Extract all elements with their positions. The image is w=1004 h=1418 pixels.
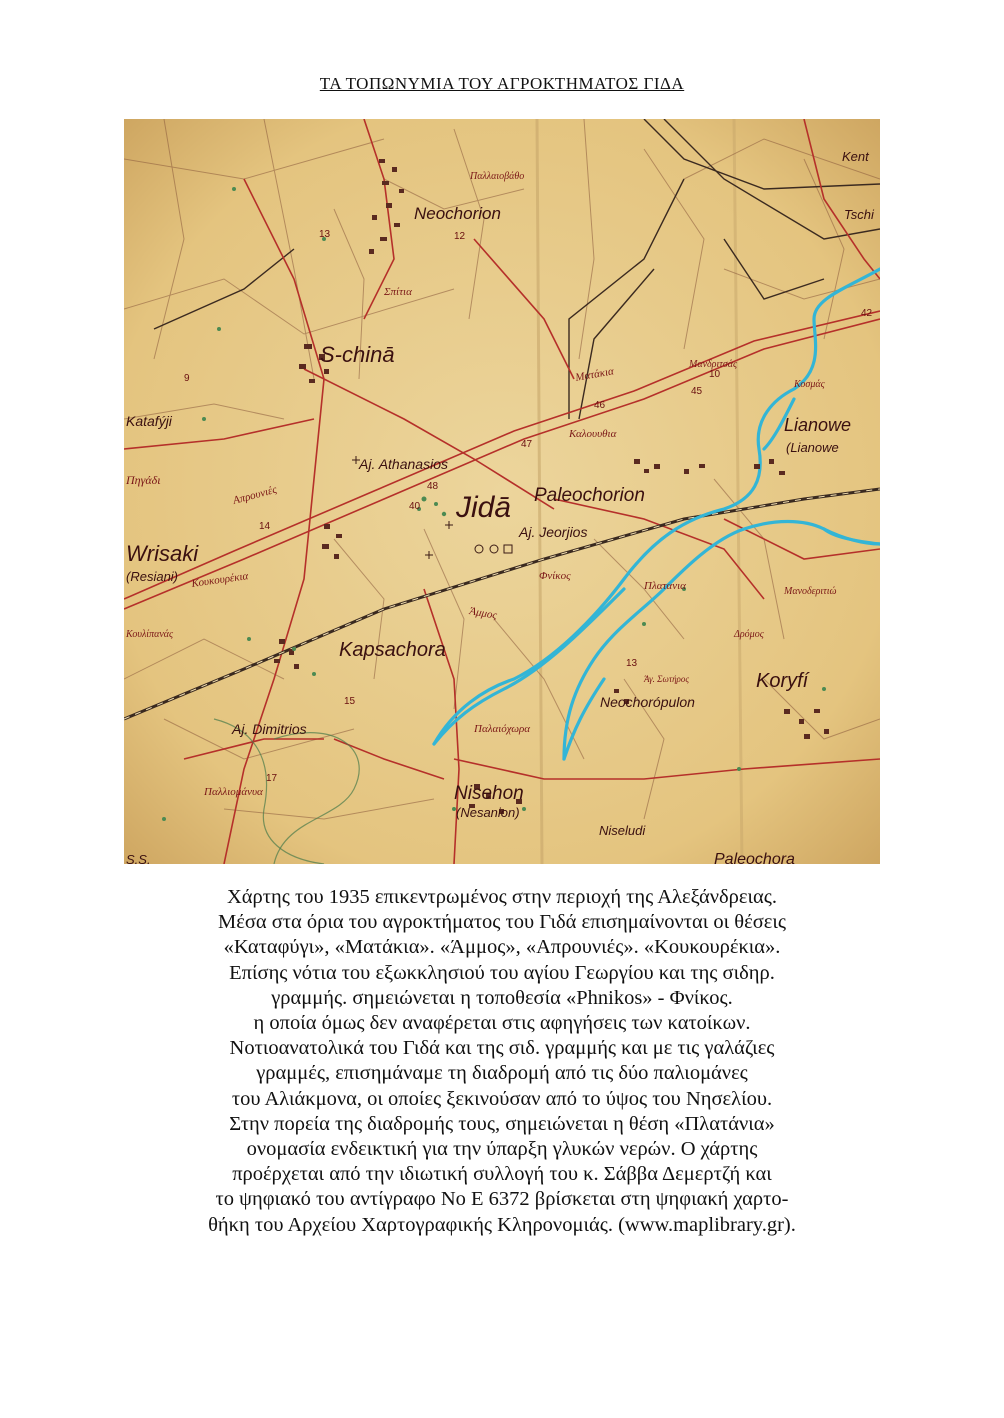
label-matakia: Ματάκια bbox=[574, 365, 615, 384]
map-caption bbox=[60, 885, 944, 1238]
page-title: ΤΑ ΤΟΠΩΝΥΜΙΑ ΤΟΥ ΑΓΡΟΚΤΗΜΑΤΟΣ ΓΙΔΑ bbox=[319, 74, 685, 93]
label-niseludi: Niseludi bbox=[599, 823, 646, 838]
label-kent: Kent bbox=[842, 149, 869, 164]
caption-line: γραμμές, επισημάναμε τη διαδρομή από τις δύο παλιομάνες bbox=[256, 1062, 748, 1085]
caption-line: Στην πορεία της διαδρομής τους, σημειώνεται η θέση «Πλατάνια» bbox=[229, 1112, 775, 1135]
label-lianowerion: Lianowe bbox=[784, 415, 852, 435]
label-pigadi: Πηγάδι bbox=[126, 473, 161, 487]
svg-text:13: 13 bbox=[319, 229, 331, 240]
svg-text:40: 40 bbox=[409, 501, 421, 512]
historical-map bbox=[124, 119, 880, 864]
label-kosmas: Κοσμάς bbox=[794, 379, 825, 390]
svg-text:12: 12 bbox=[454, 231, 466, 242]
caption-line: Χάρτης του 1935 επικεντρωμένος στην περιοχή της Αλεξάνδρειας. bbox=[227, 886, 777, 908]
label-ss: S.S. bbox=[126, 852, 151, 864]
label-koukoureka: Κουκουρέκια bbox=[190, 570, 249, 590]
svg-text:48: 48 bbox=[427, 481, 439, 492]
label-dromos: Δρόμος bbox=[734, 629, 764, 640]
svg-text:9: 9 bbox=[184, 373, 190, 384]
caption-line: Επίσης νότια του εξωκκλησιού του αγίου Γεωργίου και της σιδηρ. bbox=[229, 961, 775, 984]
label-nesanion: (Nesanion) bbox=[456, 805, 520, 820]
svg-text:13: 13 bbox=[626, 658, 638, 669]
label-kolousidia: Καλουυθια bbox=[569, 428, 617, 440]
label-aj-athanasios: Aj. Athanasios bbox=[359, 456, 448, 472]
svg-text:45: 45 bbox=[691, 386, 703, 397]
svg-text:14: 14 bbox=[259, 521, 271, 532]
caption-line: προέρχεται από την ιδιωτική συλλογή του κ. Σάββα Δεμερτζή και bbox=[232, 1163, 772, 1186]
label-ag-sotiros: Άγ. Σωτήρος bbox=[644, 674, 689, 684]
label-neochoropulon: Neochorópulon bbox=[600, 694, 695, 710]
label-paleochora: Paleochora bbox=[714, 851, 795, 864]
caption-line: Νοτιοανατολικά του Γιδά και της σιδ. γραμμής και με τις γαλάζιες bbox=[229, 1037, 775, 1060]
caption-line: «Καταφύγι», «Ματάκια». «Άμμος», «Απρουνιές». «Κουκουρέκια». bbox=[223, 936, 781, 959]
svg-text:46: 46 bbox=[594, 400, 606, 411]
caption-line: το ψηφιακό του αντίγραφο Νο Ε 6372 βρίσκεται στη ψηφιακή χαρτο- bbox=[215, 1188, 789, 1211]
label-lianowerion-sub: (Lianowe bbox=[786, 440, 839, 455]
label-fnikos: Φνίκος bbox=[539, 570, 571, 582]
svg-text:17: 17 bbox=[266, 773, 278, 784]
map-canvas bbox=[124, 119, 880, 864]
label-mandritsia: Μανδριτσάς bbox=[689, 359, 738, 370]
caption-line: γραμμής. σημειώνεται η τοποθεσία «Phnikos» - Φνίκος. bbox=[271, 986, 733, 1009]
label-ammos: Άμμος bbox=[468, 605, 498, 622]
label-aj-dimitrios: Aj. Dimitrios bbox=[232, 721, 307, 737]
label-schina: S-chinā bbox=[320, 342, 395, 367]
label-aprounies: Απρουνιές bbox=[231, 483, 279, 507]
label-nisselion: Nisehon bbox=[454, 783, 524, 804]
caption-line: ονομασία ενδεικτική για την ύπαρξη γλυκών νερών. Ο χάρτης bbox=[246, 1138, 758, 1161]
svg-text:47: 47 bbox=[521, 439, 533, 450]
svg-text:10: 10 bbox=[709, 369, 721, 380]
svg-text:15: 15 bbox=[344, 696, 356, 707]
label-palliomanya: Παλλιομάνυα bbox=[204, 786, 263, 798]
label-palaiochorafia: Παλλαιοβάθο bbox=[470, 171, 525, 182]
label-resiani: (Resiani) bbox=[126, 569, 179, 584]
label-kouliovas: Κουλίπανάς bbox=[126, 629, 174, 640]
label-neochorion: Neochorion bbox=[414, 204, 501, 223]
label-spiti: Σπίτια bbox=[384, 286, 412, 298]
svg-text:42: 42 bbox=[861, 308, 873, 319]
label-jida: Jidā bbox=[456, 491, 512, 524]
label-aj-jeorjios: Aj. Jeorjios bbox=[519, 524, 588, 540]
label-palaiochora: Παλαιόχωρα bbox=[474, 723, 531, 735]
caption-line: του Αλιάκμονα, οι οποίες ξεκινούσαν από το ύψος του Νησελίου. bbox=[231, 1087, 773, 1110]
caption-line: η οποία όμως δεν αναφέρεται στις αφηγήσεις των κατοίκων. bbox=[253, 1012, 751, 1035]
label-platania: Πλατανια bbox=[644, 580, 686, 592]
label-katafygi: Katafýji bbox=[126, 413, 172, 429]
label-nis-mandra: Μανοδεριτιώ bbox=[784, 586, 837, 597]
label-wrisaki: Wrisaki bbox=[126, 541, 199, 566]
label-paleochorion: Paleochorion bbox=[534, 485, 645, 506]
caption-line: Μέσα στα όρια του αγροκτήματος του Γιδά επισημαίνονται οι θέσεις bbox=[217, 911, 786, 934]
caption-line: θήκη του Αρχείου Χαρτογραφικής Κληρονομιάς. (www.maplibrary.gr). bbox=[208, 1213, 796, 1236]
label-tschi: Tschi bbox=[844, 207, 874, 222]
label-kapsachora: Kapsachora bbox=[339, 639, 446, 661]
label-koryfi: Koryfí bbox=[756, 670, 809, 692]
